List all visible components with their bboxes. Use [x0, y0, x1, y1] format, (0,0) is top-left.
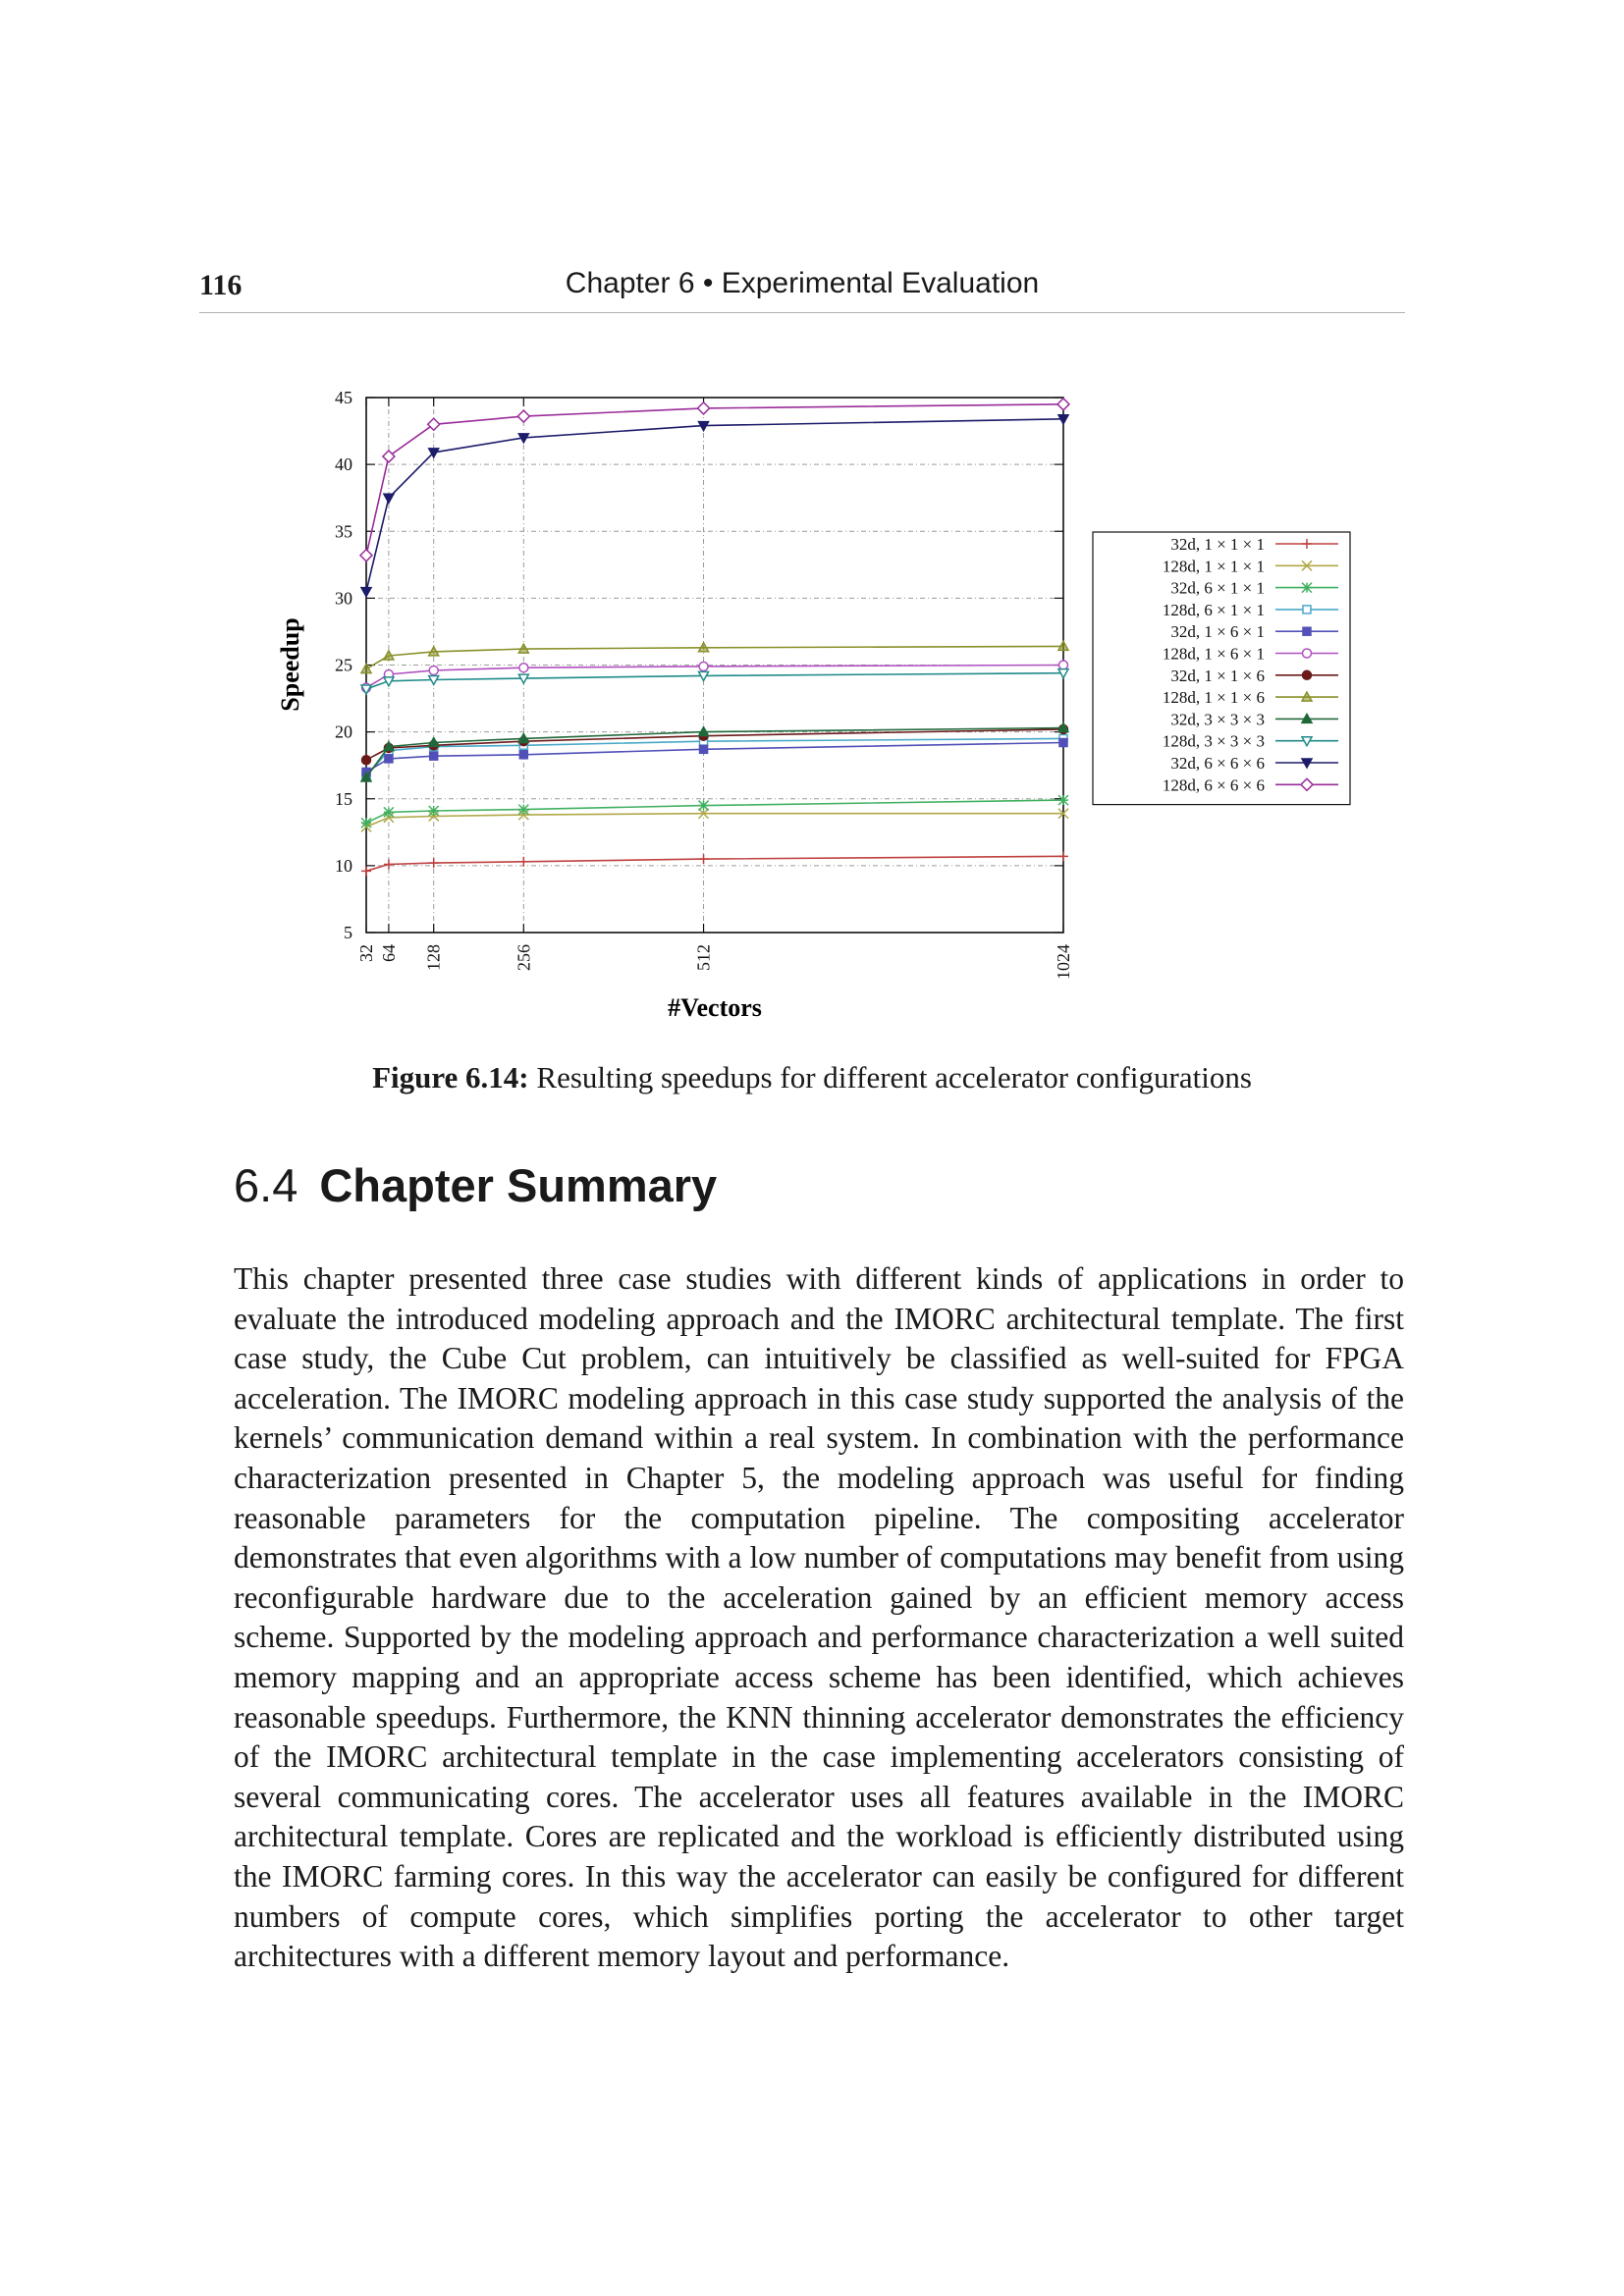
- data-point: [1303, 649, 1312, 658]
- data-point: [517, 410, 529, 422]
- data-point: [383, 451, 395, 462]
- data-point: [429, 806, 439, 816]
- data-point: [429, 666, 438, 674]
- section-heading: [234, 1158, 717, 1212]
- y-tick-label: 5: [344, 923, 352, 942]
- legend-label: 128d, 6 × 1 × 1: [1162, 600, 1265, 619]
- data-point: [699, 662, 708, 670]
- series-line: [366, 673, 1063, 689]
- y-tick-label: 35: [335, 521, 352, 542]
- data-point: [384, 807, 394, 817]
- data-point: [519, 751, 527, 759]
- x-tick-label: 256: [514, 944, 534, 971]
- data-point: [1057, 399, 1069, 410]
- legend-label: 32d, 6 × 6 × 6: [1170, 754, 1265, 773]
- y-tick-label: 25: [335, 655, 352, 675]
- legend-label: 32d, 3 × 3 × 3: [1170, 710, 1265, 729]
- series-line: [366, 404, 1063, 556]
- legend-label: 32d, 1 × 1 × 6: [1170, 666, 1265, 685]
- data-point: [360, 550, 372, 561]
- figure-caption-label: Figure 6.14:: [372, 1060, 529, 1095]
- data-point: [1059, 739, 1067, 747]
- series-line: [366, 800, 1063, 823]
- chart-series: [360, 399, 1069, 877]
- y-tick-label: 40: [335, 454, 352, 475]
- series: [360, 399, 1069, 561]
- y-tick-label: 45: [335, 388, 352, 407]
- data-point: [384, 494, 394, 503]
- data-point: [1058, 851, 1068, 861]
- y-tick-label: 30: [335, 588, 352, 609]
- data-point: [384, 860, 394, 870]
- legend-label: 128d, 1 × 1 × 6: [1162, 688, 1265, 708]
- figure-caption-text: Resulting speedups for different accelerator configurations: [528, 1060, 1252, 1095]
- data-point: [1303, 670, 1312, 679]
- y-tick-label: 10: [335, 855, 352, 876]
- legend-label: 128d, 1 × 6 × 1: [1162, 644, 1265, 664]
- data-point: [362, 756, 371, 765]
- y-tick-label: 15: [335, 788, 352, 809]
- data-point: [428, 418, 440, 430]
- series: [361, 795, 1068, 828]
- figure-caption: [0, 1060, 1624, 1095]
- x-tick-label: 512: [693, 944, 714, 971]
- series-line: [366, 743, 1063, 773]
- series: [361, 669, 1068, 694]
- section-body: [234, 1259, 1404, 1977]
- running-title: Chapter 6 • Experimental Evaluation: [565, 267, 1040, 299]
- series: [361, 415, 1068, 597]
- legend-label: 32d, 1 × 6 × 1: [1170, 622, 1265, 642]
- series: [361, 809, 1068, 832]
- speedup-chart: [255, 378, 1375, 1045]
- chart-legend: [1093, 532, 1350, 805]
- page-header: [199, 267, 1405, 313]
- section-title: Chapter Summary: [319, 1159, 718, 1211]
- data-point: [385, 755, 393, 763]
- x-tick-label: 32: [356, 944, 376, 962]
- data-point: [429, 858, 439, 868]
- series-line: [366, 814, 1063, 828]
- data-point: [361, 588, 371, 597]
- data-point: [1302, 583, 1312, 593]
- data-point: [699, 801, 709, 811]
- page-number: 116: [199, 269, 243, 301]
- series: [361, 851, 1068, 876]
- series: [361, 641, 1068, 672]
- data-point: [700, 745, 708, 753]
- data-point: [698, 402, 710, 414]
- section-number: 6.4: [234, 1159, 298, 1211]
- legend-label: 32d, 1 × 1 × 1: [1170, 535, 1265, 554]
- data-point: [1059, 661, 1068, 669]
- series-line: [366, 419, 1063, 592]
- series-line: [366, 856, 1063, 871]
- data-point: [430, 752, 438, 760]
- y-tick-label: 20: [335, 721, 352, 742]
- y-axis-label: Speedup: [276, 617, 304, 712]
- legend-label: 128d, 6 × 6 × 6: [1162, 775, 1265, 795]
- data-point: [1303, 627, 1311, 635]
- data-point: [361, 818, 371, 828]
- data-point: [1058, 795, 1068, 805]
- data-point: [518, 805, 528, 815]
- legend-label: 128d, 3 × 3 × 3: [1162, 731, 1265, 751]
- summary-paragraph: This chapter presented three case studies with different kinds of applications in order to evaluate the introduced modeling approach and the IMORC architectural template. The first case study, the Cube Cut problem, can intuitively be classified as well-suited for FPGA acceleration. The IMORC modeling approach in this case study supported the analysis of the kernels’ communication demand within a real system. In combination with the performance characterization presented in Chapter 5, the modeling approach was useful for finding reasonable parameters for the computation pipeline. The compositing accelerator demonstrates that even algorithms with a low number of computations may benefit from using reconfigurable hardware due to the acceleration gained by an efficient memory access scheme. Supported by the modeling approach and performance characterization a well suited memory mapping and an appropriate access scheme has been identified, which achieves reasonable speedups. Furthermore, the KNN thinning accelerator demonstrates the efficiency of the IMORC architectural template in the case implementing accelerators consisting of several communicating cores. The accelerator uses all features available in the IMORC architectural template. Cores are replicated and the workload is efficiently distributed using the IMORC farming cores. In this way the accelerator can easily be configured for different numbers of compute cores, which simplifies porting the accelerator to other target architectures with a different memory layout and performance.: [234, 1261, 1404, 1974]
- x-tick-label: 128: [423, 944, 444, 971]
- x-tick-label: 1024: [1054, 944, 1073, 980]
- data-point: [361, 866, 371, 876]
- x-axis-label: #Vectors: [668, 993, 762, 1022]
- legend-label: 32d, 6 × 1 × 1: [1170, 578, 1265, 598]
- data-point: [1303, 606, 1311, 614]
- data-point: [519, 664, 528, 672]
- data-point: [518, 857, 528, 867]
- legend-label: 128d, 1 × 1 × 1: [1162, 557, 1265, 576]
- data-point: [699, 854, 709, 864]
- x-tick-label: 64: [378, 944, 399, 962]
